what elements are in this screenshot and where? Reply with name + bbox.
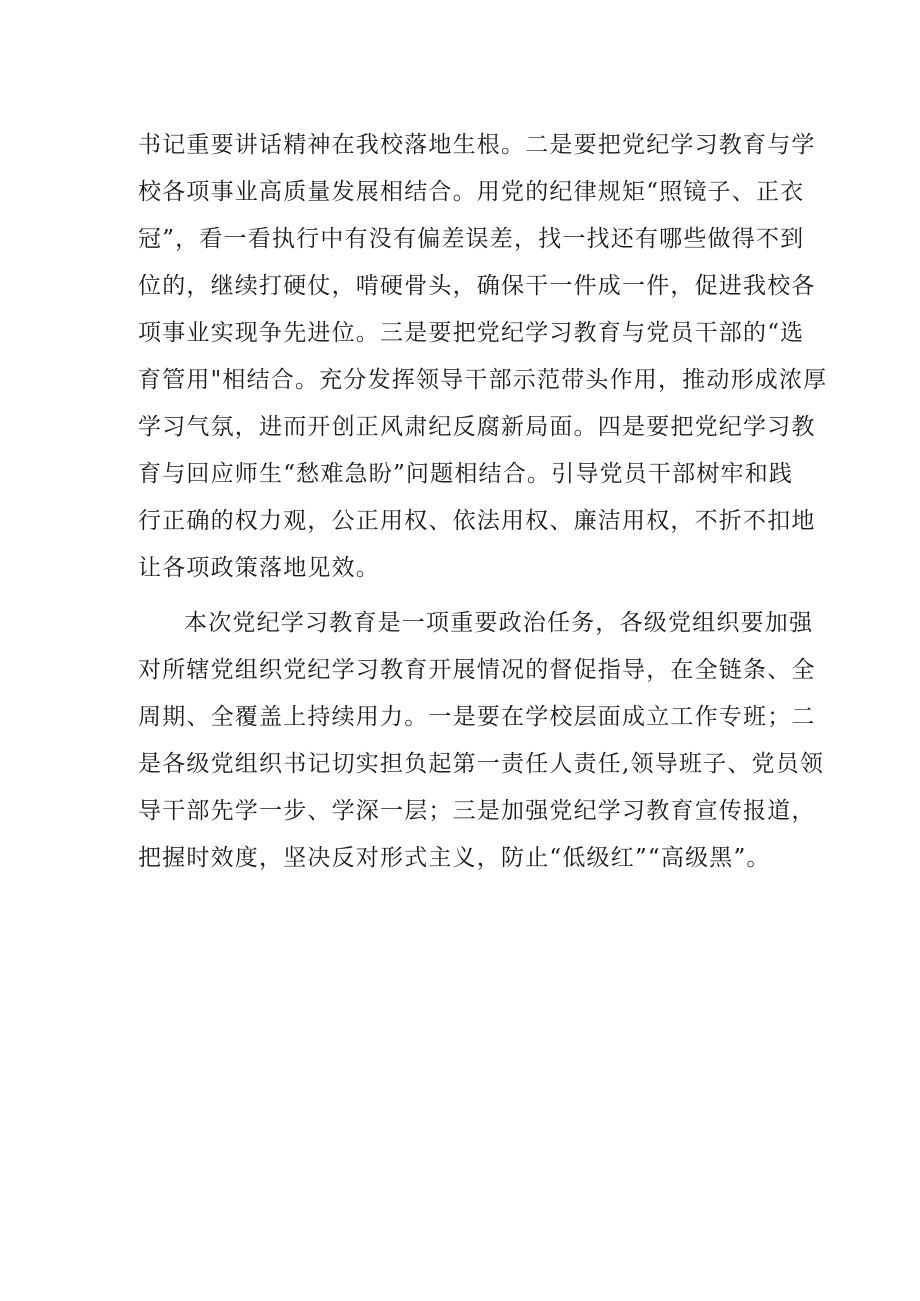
paragraph-line: 周期、全覆盖上持续用力。一是要在学校层面成立工作专班；二 (138, 704, 816, 730)
paragraph-line: 行正确的权力观，公正用权、依法用权、廉洁用权，不折不扣地 (138, 508, 816, 534)
paragraph-spacing (138, 592, 798, 600)
paragraph-line: 育与回应师生“愁难急盼”问题相结合。引导党员干部树牢和践 (138, 461, 794, 487)
paragraph-line: 书记重要讲话精神在我校落地生根。二是要把党纪学习教育与学 (138, 132, 816, 158)
document-body (138, 122, 828, 882)
paragraph-line: 对所辖党组织党纪学习教育开展情况的督促指导，在全链条、全 (138, 657, 816, 683)
paragraph-line: 校各项事业高质量发展相结合。用党的纪律规矩“照镜子、正衣 (138, 179, 805, 205)
paragraph-first-line: 本次党纪学习教育是一项重要政治任务，各级党组织要加强 (184, 610, 814, 636)
paragraph-line: 项事业实现争先进位。三是要把党纪学习教育与党员干部的“选 (138, 320, 805, 346)
paragraph-line: 导干部先学一步、学深一层；三是加强党纪学习教育宣传报道， (138, 798, 816, 824)
paragraph-line: 冠”，看一看执行中有没有偏差误差，找一找还有哪些做得不到 (138, 226, 805, 252)
paragraph-line: 让各项政策落地见效。 (138, 555, 380, 581)
paragraph-line: 把握时效度，坚决反对形式主义，防止“低级红”“高级黑”。 (138, 845, 771, 871)
paragraph-1 (138, 122, 828, 592)
paragraph-line: 育管用"相结合。充分发挥领导干部示范带头作用，推动形成浓厚 (138, 367, 828, 393)
paragraph-line: 是各级党组织书记切实担负起第一责任人责任,领导班子、党员领 (138, 751, 825, 777)
paragraph-line: 学习气氛，进而开创正风肃纪反腐新局面。四是要把党纪学习教 (138, 414, 816, 440)
paragraph-2 (138, 600, 825, 882)
paragraph-line: 位的，继续打硬仗，啃硬骨头，确保干一件成一件，促进我校各 (138, 273, 816, 299)
